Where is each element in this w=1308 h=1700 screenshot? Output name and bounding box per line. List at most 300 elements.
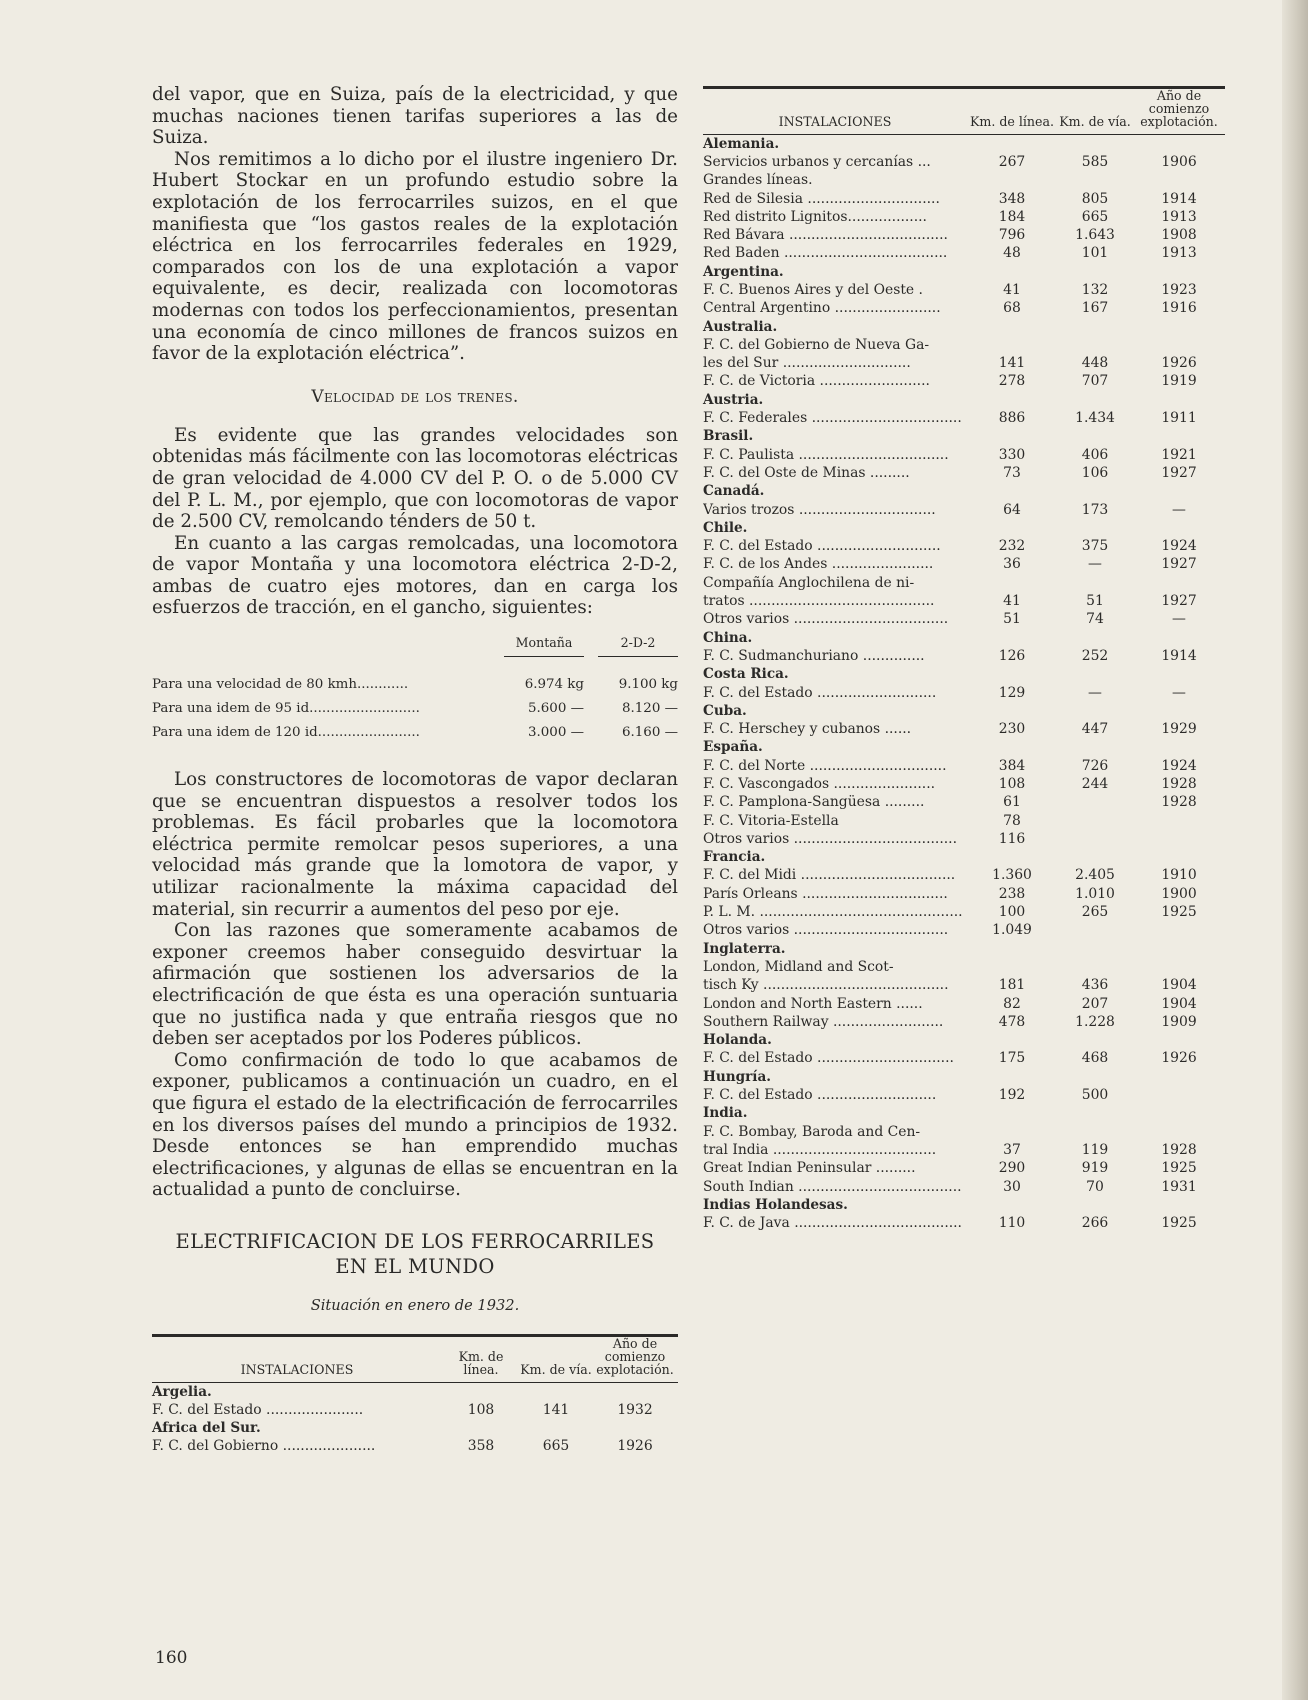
installation-name: Red distrito Lignitos.................. bbox=[703, 208, 927, 225]
installation-name: F. C. del Estado ............................ bbox=[703, 538, 941, 555]
installation-name: F. C. del Estado ............................... bbox=[703, 1050, 954, 1067]
country-row bbox=[703, 940, 1225, 958]
installation-name: F. C. de los Andes ....................... bbox=[703, 556, 934, 573]
col-2d2: 2-D-2 bbox=[598, 635, 678, 657]
paragraph: En cuanto a las cargas remolcadas, una locomotora de vapor Montaña y una locomotora eléctrica 2-D-2, ambas de cuatro ejes motores, dan en carga los esfuerzos de tracción, en el gancho, siguientes: bbox=[152, 532, 678, 619]
km-linea: 108 bbox=[998, 776, 1026, 792]
traction-montana: 5.600 — bbox=[528, 701, 584, 717]
anio bbox=[1133, 921, 1225, 939]
table-row bbox=[703, 976, 1225, 994]
installation-name: Otros varios ..................................... bbox=[703, 830, 958, 847]
km-via: 119 bbox=[1081, 1141, 1109, 1158]
km-linea: 78 bbox=[1003, 812, 1021, 829]
km-via: 266 bbox=[1081, 1215, 1109, 1232]
km-linea: 184 bbox=[998, 208, 1026, 225]
table-row bbox=[152, 1401, 678, 1419]
km-linea bbox=[967, 958, 1057, 976]
anio: 1923 bbox=[1161, 281, 1197, 298]
km-via: 468 bbox=[1081, 1050, 1109, 1067]
km-via: 207 bbox=[1081, 995, 1109, 1012]
traction-table-header bbox=[152, 635, 678, 657]
anio: 1916 bbox=[1161, 300, 1197, 317]
anio: 1931 bbox=[1161, 1178, 1197, 1195]
country-row bbox=[703, 1031, 1225, 1049]
km-linea: 384 bbox=[998, 757, 1026, 774]
installation-name: F. C. Bombay, Baroda and Cen- bbox=[703, 1123, 921, 1140]
km-linea: 41 bbox=[1003, 593, 1021, 610]
anio: 1932 bbox=[617, 1401, 653, 1418]
anio: 1924 bbox=[1161, 538, 1197, 555]
table-row bbox=[703, 244, 1225, 262]
anio: 1908 bbox=[1161, 227, 1197, 244]
anio: 1913 bbox=[1161, 245, 1197, 262]
km-linea: 30 bbox=[1003, 1178, 1021, 1195]
km-via: 406 bbox=[1081, 446, 1109, 463]
table-row bbox=[703, 281, 1225, 299]
country-row bbox=[152, 1382, 678, 1401]
anio bbox=[1133, 336, 1225, 354]
anio: — bbox=[1172, 501, 1186, 518]
km-via: 665 bbox=[542, 1438, 570, 1455]
installation-name: Great Indian Peninsular ......... bbox=[703, 1160, 916, 1177]
header-km-linea: Km. de línea. bbox=[969, 114, 1054, 130]
km-linea: 278 bbox=[998, 373, 1026, 390]
paragraph-group-1 bbox=[152, 84, 678, 365]
km-via: 1.010 bbox=[1075, 885, 1115, 902]
section-heading-text: Velocidad de los trenes. bbox=[311, 386, 519, 407]
traction-row bbox=[152, 725, 678, 743]
km-via: 132 bbox=[1081, 281, 1109, 298]
installation-name: F. C. del Gobierno de Nueva Ga- bbox=[703, 336, 930, 353]
table-row bbox=[703, 1123, 1225, 1141]
table-row bbox=[703, 812, 1225, 830]
traction-2d2: 9.100 kg bbox=[618, 677, 678, 693]
table-row bbox=[703, 190, 1225, 208]
anio bbox=[1133, 574, 1225, 592]
installation-name: F. C. Sudmanchuriano .............. bbox=[703, 647, 925, 664]
country-row bbox=[703, 1196, 1225, 1214]
km-linea: 51 bbox=[1003, 611, 1021, 628]
country-name: Costa Rica. bbox=[703, 666, 789, 683]
table-row bbox=[703, 921, 1225, 939]
country-row bbox=[703, 629, 1225, 647]
installation-name: tral India ..................................... bbox=[703, 1141, 937, 1158]
paragraph: Los constructores de locomotoras de vapor declaran que se encuentran dispuestos a resolver todos los problemas. Es fácil probarles que la locomotora eléctrica permite remolcar pesos superiores, a una velocidad más grande que la lomotora de vapor, y utilizar racionalmente la máxima capacidad del material, sin recurrir a aumentos del peso por eje. bbox=[152, 769, 678, 920]
table-row bbox=[703, 958, 1225, 976]
installation-name: Central Argentino ........................ bbox=[703, 300, 941, 317]
anio: 1911 bbox=[1161, 410, 1197, 427]
km-via bbox=[1057, 921, 1133, 939]
table-row bbox=[703, 1049, 1225, 1067]
km-linea: 796 bbox=[998, 227, 1026, 244]
table-row bbox=[703, 574, 1225, 592]
country-row bbox=[703, 482, 1225, 500]
km-via: 1.228 bbox=[1075, 1013, 1115, 1030]
km-via bbox=[1057, 1123, 1133, 1141]
country-name: Canadá. bbox=[703, 483, 765, 500]
anio: 1906 bbox=[1161, 153, 1197, 170]
anio: 1926 bbox=[1161, 1050, 1197, 1067]
country-name: España. bbox=[703, 739, 763, 756]
country-name: Cuba. bbox=[703, 702, 747, 719]
km-linea: 126 bbox=[998, 647, 1026, 664]
km-via: 448 bbox=[1081, 355, 1109, 372]
country-row bbox=[703, 1104, 1225, 1122]
anio: 1904 bbox=[1161, 977, 1197, 994]
km-linea: 110 bbox=[998, 1215, 1026, 1232]
km-via: 375 bbox=[1081, 538, 1109, 555]
country-row bbox=[703, 848, 1225, 866]
km-linea: 886 bbox=[998, 410, 1026, 427]
km-via: 585 bbox=[1081, 153, 1109, 170]
header-km-via: Km. de vía. bbox=[520, 1362, 592, 1378]
km-via: 1.643 bbox=[1075, 227, 1115, 244]
km-linea: 181 bbox=[998, 977, 1026, 994]
section-heading bbox=[152, 387, 678, 407]
km-via bbox=[1057, 171, 1133, 189]
table-title bbox=[152, 1229, 678, 1279]
country-row bbox=[703, 427, 1225, 445]
paragraph: Nos remitimos a lo dicho por el ilustre ingeniero Dr. Hubert Stockar en un profundo estudio sobre la explotación de los ferrocarriles suizos, en el que manifiesta que “los gastos reales de la explotación eléctrica en los ferrocarriles federales en 1929, comparados con los de una explotación a vapor equivalente, es decir, realizada con locomotoras modernas con todos los perfeccionamientos, presentan una economía de cinco millones de francos suizos en favor de la explotación eléctrica”. bbox=[152, 148, 678, 365]
km-linea: 129 bbox=[998, 684, 1026, 701]
anio: 1926 bbox=[617, 1438, 653, 1455]
country-name: Argentina. bbox=[703, 263, 784, 280]
km-linea bbox=[967, 336, 1057, 354]
country-name: India. bbox=[703, 1105, 748, 1122]
km-via: 141 bbox=[542, 1401, 570, 1418]
table-title-line2: EN EL MUNDO bbox=[335, 1254, 495, 1278]
anio bbox=[1133, 1123, 1225, 1141]
km-via: 447 bbox=[1081, 721, 1109, 738]
country-row bbox=[703, 1068, 1225, 1086]
km-linea: 48 bbox=[1003, 245, 1021, 262]
table-row bbox=[703, 610, 1225, 628]
installation-name: París Orleans ................................. bbox=[703, 885, 948, 902]
table-row bbox=[703, 336, 1225, 354]
installation-name: F. C. Federales .................................. bbox=[703, 410, 962, 427]
table-row bbox=[703, 537, 1225, 555]
page-number: 160 bbox=[155, 1648, 188, 1668]
paragraph: Como confirmación de todo lo que acabamos de exponer, publicamos a continuación un cuadro, en el que figura el estado de la electrificación de ferrocarriles en los diversos países del mundo a principios de 1932. Desde entonces se han emprendido muchas electrificaciones, y algunas de ellas se encuentran en la actualidad a punto de concluirse. bbox=[152, 1049, 678, 1201]
anio: 1913 bbox=[1161, 208, 1197, 225]
paragraph: del vapor, que en Suiza, país de la electricidad, y que muchas naciones tienen tarifas superiores a las de Suiza. bbox=[152, 84, 678, 149]
table-row bbox=[703, 1214, 1225, 1232]
traction-2d2: 6.160 — bbox=[622, 725, 678, 741]
anio: 1925 bbox=[1161, 904, 1197, 921]
anio: 1928 bbox=[1161, 1141, 1197, 1158]
header-instalaciones: INSTALACIONES bbox=[240, 1362, 354, 1378]
traction-2d2: 8.120 — bbox=[622, 701, 678, 717]
table-row bbox=[703, 775, 1225, 793]
paragraph-group-2 bbox=[152, 425, 678, 619]
country-row bbox=[703, 702, 1225, 720]
installation-name: F. C. del Estado ........................... bbox=[703, 684, 937, 701]
anio: 1927 bbox=[1161, 593, 1197, 610]
table-row bbox=[703, 1141, 1225, 1159]
anio: 1924 bbox=[1161, 757, 1197, 774]
table-row bbox=[703, 153, 1225, 171]
table-row bbox=[703, 995, 1225, 1013]
installation-name: Servicios urbanos y cercanías ... bbox=[703, 153, 931, 170]
km-linea: 290 bbox=[998, 1160, 1026, 1177]
anio: 1909 bbox=[1161, 1013, 1197, 1030]
installation-name: London and North Eastern ...... bbox=[703, 995, 923, 1012]
paragraph-group-3 bbox=[152, 769, 678, 1201]
table-row bbox=[703, 903, 1225, 921]
table-subtitle: Situación en enero de 1932. bbox=[310, 1296, 520, 1314]
installation-name: Grandes líneas. bbox=[703, 172, 813, 189]
country-name: Holanda. bbox=[703, 1032, 772, 1049]
country-name: China. bbox=[703, 629, 753, 646]
anio: 1900 bbox=[1161, 885, 1197, 902]
km-via: 707 bbox=[1081, 373, 1109, 390]
anio: 1927 bbox=[1161, 464, 1197, 481]
km-linea: 37 bbox=[1003, 1141, 1021, 1158]
table-row bbox=[703, 171, 1225, 189]
country-row bbox=[703, 318, 1225, 336]
anio bbox=[1133, 171, 1225, 189]
installation-name: F. C. Pamplona-Sangüesa ......... bbox=[703, 794, 925, 811]
anio bbox=[1133, 812, 1225, 830]
anio: 1925 bbox=[1161, 1160, 1197, 1177]
installation-name: South Indian ..................................... bbox=[703, 1178, 962, 1195]
traction-label: Para una idem de 120 id........................ bbox=[152, 725, 420, 741]
km-linea: 348 bbox=[998, 190, 1026, 207]
country-row bbox=[703, 391, 1225, 409]
km-linea: 232 bbox=[998, 538, 1026, 555]
km-via: — bbox=[1088, 684, 1102, 701]
anio bbox=[1133, 1086, 1225, 1104]
km-via: 244 bbox=[1081, 776, 1109, 792]
km-linea bbox=[967, 574, 1057, 592]
traction-montana: 6.974 kg bbox=[524, 677, 584, 693]
table-row bbox=[703, 830, 1225, 848]
installation-name: les del Sur ............................. bbox=[703, 355, 911, 372]
electrification-table-right bbox=[703, 86, 1225, 1232]
traction-label: Para una velocidad de 80 kmh............ bbox=[152, 677, 409, 693]
km-linea: 230 bbox=[998, 721, 1026, 738]
table-row bbox=[703, 409, 1225, 427]
table-row bbox=[703, 208, 1225, 226]
header-anio: Año de comienzo explotación. bbox=[1140, 88, 1218, 130]
col-montana: Montaña bbox=[504, 635, 584, 657]
table-row bbox=[703, 592, 1225, 610]
km-linea: 116 bbox=[998, 830, 1026, 847]
traction-table bbox=[152, 635, 678, 743]
anio: 1910 bbox=[1161, 867, 1197, 884]
anio: — bbox=[1172, 684, 1186, 701]
paragraph: Con las razones que someramente acabamos de exponer creemos haber conseguido desvirtuar la afirmación que sostienen los adversarios de la electrificación de que ésta es una operación suntuaria que no justifica nada y que entraña riesgos que no deben ser aceptados por los Poderes públicos. bbox=[152, 920, 678, 1050]
km-via: 726 bbox=[1081, 757, 1109, 774]
km-via: 74 bbox=[1086, 611, 1104, 628]
anio: 1914 bbox=[1161, 190, 1197, 207]
country-name: Indias Holandesas. bbox=[703, 1196, 848, 1213]
anio: 1914 bbox=[1161, 647, 1197, 664]
country-row bbox=[703, 665, 1225, 683]
table-row bbox=[703, 555, 1225, 573]
km-linea: 478 bbox=[998, 1013, 1026, 1030]
anio: 1926 bbox=[1161, 355, 1197, 372]
km-linea: 1.049 bbox=[992, 922, 1032, 939]
left-column bbox=[152, 84, 678, 1456]
table-row bbox=[703, 885, 1225, 903]
km-via: 265 bbox=[1081, 904, 1109, 921]
km-linea: 238 bbox=[998, 885, 1026, 902]
installation-name: Otros varios ................................... bbox=[703, 922, 949, 939]
km-via bbox=[1057, 812, 1133, 830]
installation-name: Red Bávara .................................... bbox=[703, 227, 948, 244]
country-row bbox=[703, 263, 1225, 281]
installation-name: F. C. del Oste de Minas ......... bbox=[703, 464, 910, 481]
country-name: Chile. bbox=[703, 519, 748, 536]
header-km-via: Km. de vía. bbox=[1059, 114, 1131, 130]
country-name: Hungría. bbox=[703, 1068, 771, 1085]
km-via bbox=[1057, 830, 1133, 848]
installation-name: Otros varios ................................... bbox=[703, 611, 949, 628]
km-linea: 175 bbox=[998, 1050, 1026, 1067]
table-row bbox=[703, 446, 1225, 464]
installation-name: tisch Ky .......................................... bbox=[703, 977, 949, 994]
anio: 1929 bbox=[1161, 721, 1197, 738]
traction-row bbox=[152, 677, 678, 695]
km-via: 500 bbox=[1081, 1087, 1109, 1104]
km-via: 173 bbox=[1081, 501, 1109, 518]
table-row bbox=[703, 299, 1225, 317]
table-row bbox=[703, 226, 1225, 244]
installation-name: F. C. del Norte ............................... bbox=[703, 757, 947, 774]
country-row bbox=[152, 1419, 678, 1437]
km-linea: 358 bbox=[467, 1438, 495, 1455]
table-row bbox=[703, 684, 1225, 702]
km-via: 252 bbox=[1081, 647, 1109, 664]
km-via: 101 bbox=[1081, 245, 1109, 262]
country-row bbox=[703, 519, 1225, 537]
anio bbox=[1133, 830, 1225, 848]
anio: 1919 bbox=[1161, 373, 1197, 390]
anio: 1925 bbox=[1161, 1215, 1197, 1232]
km-via bbox=[1057, 793, 1133, 811]
country-row bbox=[703, 134, 1225, 153]
table-row bbox=[703, 1013, 1225, 1031]
km-via: 436 bbox=[1081, 977, 1109, 994]
table-row bbox=[703, 354, 1225, 372]
table-row bbox=[703, 464, 1225, 482]
traction-label: Para una idem de 95 id.......................... bbox=[152, 701, 420, 717]
installation-name: Red Baden ..................................... bbox=[703, 245, 948, 262]
anio: 1904 bbox=[1161, 995, 1197, 1012]
km-via: 919 bbox=[1081, 1160, 1109, 1177]
anio: 1928 bbox=[1161, 776, 1197, 792]
table-row bbox=[703, 1159, 1225, 1177]
km-linea: 68 bbox=[1003, 300, 1021, 317]
table-row bbox=[703, 793, 1225, 811]
km-linea: 41 bbox=[1003, 281, 1021, 298]
installation-name: Varios trozos ............................... bbox=[703, 501, 936, 518]
header-instalaciones: INSTALACIONES bbox=[778, 114, 892, 130]
country-name: Africa del Sur. bbox=[152, 1420, 261, 1437]
page-edge bbox=[1282, 0, 1308, 1700]
traction-row bbox=[152, 701, 678, 719]
right-column bbox=[703, 86, 1225, 1232]
km-linea: 267 bbox=[998, 153, 1026, 170]
table-row bbox=[703, 647, 1225, 665]
table-row bbox=[703, 1086, 1225, 1104]
km-linea bbox=[967, 171, 1057, 189]
installation-name: F. C. del Gobierno ..................... bbox=[152, 1438, 376, 1455]
km-linea: 73 bbox=[1003, 464, 1021, 481]
km-via bbox=[1057, 958, 1133, 976]
table-row bbox=[703, 1178, 1225, 1196]
km-linea: 1.360 bbox=[992, 867, 1032, 884]
km-linea: 100 bbox=[998, 904, 1026, 921]
anio: 1928 bbox=[1161, 794, 1197, 811]
km-via: 167 bbox=[1081, 300, 1109, 317]
country-name: Argelia. bbox=[152, 1383, 212, 1400]
anio: 1927 bbox=[1161, 556, 1197, 573]
km-linea bbox=[967, 1123, 1057, 1141]
km-via: 1.434 bbox=[1075, 410, 1115, 427]
traction-montana: 3.000 — bbox=[528, 725, 584, 741]
installation-name: F. C. de Java ...................................... bbox=[703, 1215, 962, 1232]
paragraph: Es evidente que las grandes velocidades son obtenidas más fácilmente con las locomotoras eléctricas de gran velocidad de 4.000 CV del P. O. o de 5.000 CV del P. L. M., por ejemplo, que con locomotoras de vapor de 2.500 CV, remolcando ténders de 50 t. bbox=[152, 424, 678, 533]
km-via: 51 bbox=[1086, 593, 1104, 610]
anio bbox=[1133, 958, 1225, 976]
header-anio: Año de comienzo explotación. bbox=[596, 1335, 674, 1378]
header-km-linea: Km. de línea. bbox=[458, 1349, 504, 1378]
km-via: 106 bbox=[1081, 464, 1109, 481]
table-row bbox=[703, 866, 1225, 884]
country-name: Brasil. bbox=[703, 428, 754, 445]
installation-name: Compañía Anglochilena de ni- bbox=[703, 574, 915, 591]
installation-name: Southern Railway ......................... bbox=[703, 1013, 944, 1030]
anio: 1921 bbox=[1161, 446, 1197, 463]
country-name: Australia. bbox=[703, 318, 778, 335]
km-linea: 82 bbox=[1003, 995, 1021, 1012]
km-via: — bbox=[1088, 556, 1102, 573]
installation-name: F. C. Herschey y cubanos ...... bbox=[703, 721, 912, 738]
km-linea: 64 bbox=[1003, 501, 1021, 518]
km-linea: 36 bbox=[1003, 556, 1021, 573]
electrification-table-left bbox=[152, 1334, 678, 1456]
installation-name: F. C. del Midi ................................... bbox=[703, 867, 956, 884]
country-name: Austria. bbox=[703, 391, 764, 408]
km-linea: 108 bbox=[467, 1401, 495, 1418]
table-row bbox=[703, 501, 1225, 519]
km-linea: 330 bbox=[998, 446, 1026, 463]
km-via bbox=[1057, 336, 1133, 354]
installation-name: F. C. del Estado ...................... bbox=[152, 1401, 364, 1418]
table-row bbox=[703, 720, 1225, 738]
km-via: 665 bbox=[1081, 208, 1109, 225]
km-linea: 61 bbox=[1003, 794, 1021, 811]
country-row bbox=[703, 738, 1225, 756]
installation-name: F. C. Vitoria-Estella bbox=[703, 812, 839, 829]
table-row bbox=[152, 1437, 678, 1455]
km-linea: 192 bbox=[998, 1087, 1026, 1104]
table-title-line1: ELECTRIFICACION DE LOS FERROCARRILES bbox=[175, 1229, 655, 1253]
anio: — bbox=[1172, 611, 1186, 628]
km-linea: 141 bbox=[998, 355, 1026, 372]
installation-name: F. C. Buenos Aires y del Oeste . bbox=[703, 281, 923, 298]
installation-name: F. C. del Estado ........................... bbox=[703, 1087, 937, 1104]
km-via: 2.405 bbox=[1075, 867, 1115, 884]
table-row bbox=[703, 372, 1225, 390]
installation-name: F. C. Paulista .................................. bbox=[703, 446, 949, 463]
country-name: Inglaterra. bbox=[703, 940, 786, 957]
installation-name: F. C. Vascongados ....................... bbox=[703, 776, 936, 792]
installation-name: P. L. M. .............................................. bbox=[703, 904, 963, 921]
installation-name: London, Midland and Scot- bbox=[703, 958, 894, 975]
